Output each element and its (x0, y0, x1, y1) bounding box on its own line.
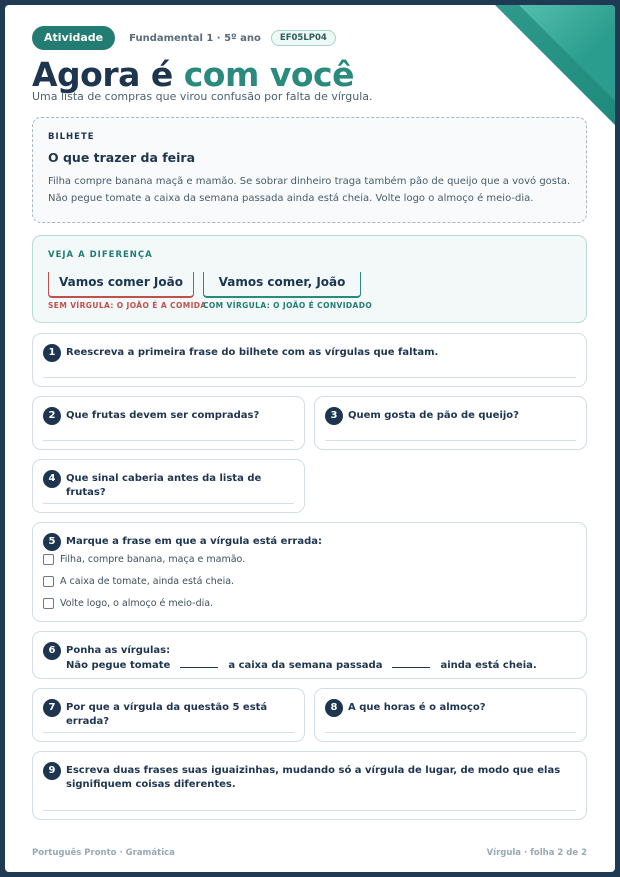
question-7 (32, 688, 305, 742)
sentence-part-2: a caixa da semana passada (228, 660, 383, 671)
page-subtitle: Uma lista de compras que virou confusão por falta de vírgula. (32, 90, 373, 103)
question-4 (32, 459, 305, 513)
question-number: 1 (43, 344, 61, 362)
question-number: 7 (43, 699, 61, 717)
comma-blank-1[interactable] (180, 658, 218, 668)
answer-line[interactable] (325, 732, 576, 733)
checkbox[interactable] (43, 554, 54, 565)
sentence-part-3: ainda está cheia. (440, 660, 537, 671)
option-3[interactable] (43, 598, 213, 609)
option-2[interactable] (43, 576, 234, 587)
question-text: Que sinal caberia antes da lista de frutas? (66, 473, 262, 498)
question-2 (32, 396, 305, 450)
option-label: Volte logo, o almoço é meio-dia. (60, 598, 214, 609)
question-text: Por que a vírgula da questão 5 está errada? (66, 702, 268, 727)
question-number: 8 (325, 699, 343, 717)
comma-blank-2[interactable] (392, 658, 430, 668)
question-text: Quem gosta de pão de queijo? (348, 410, 519, 421)
page-title (32, 55, 354, 94)
title-main: Agora é (32, 55, 173, 94)
question-number: 4 (43, 470, 61, 488)
phrase-with-comma: Vamos comer, João (203, 272, 361, 298)
answer-line[interactable] (43, 377, 576, 378)
question-number: 2 (43, 407, 61, 425)
note-card (32, 117, 587, 223)
difference-card (32, 235, 587, 323)
title-accent: com você (183, 55, 354, 94)
option-label: Filha, compre banana, maça e mamão. (60, 554, 246, 565)
question-text-start: Marque a frase em que a vírgula está (66, 536, 281, 547)
question-5 (32, 522, 587, 622)
question-text-end: : (317, 536, 322, 547)
question-number: 9 (43, 762, 61, 780)
question-number: 6 (43, 642, 61, 660)
question-text-emphasis: errada (280, 536, 318, 547)
question-8 (314, 688, 587, 742)
question-3 (314, 396, 587, 450)
question-9 (32, 751, 587, 820)
header-row (32, 26, 336, 50)
activity-pill: Atividade (32, 26, 115, 50)
answer-line[interactable] (325, 440, 576, 441)
question-number: 5 (43, 533, 61, 551)
checkbox[interactable] (43, 598, 54, 609)
corner-decoration (495, 5, 615, 125)
phrase-without-comma: Vamos comer João (48, 272, 194, 298)
note-eyebrow: BILHETE (48, 132, 95, 142)
question-text: Escreva duas frases suas iguaizinhas, mudando só a vírgula de lugar, de modo que elas signifiquem coisas diferentes. (66, 765, 561, 790)
footer-right: Vírgula · folha 2 de 2 (486, 848, 587, 858)
question-text: A que horas é o almoço? (348, 702, 486, 713)
note-heading: O que trazer da feira (48, 150, 196, 165)
answer-line[interactable] (43, 732, 294, 733)
question-instruction: Ponha as vírgulas: (66, 645, 171, 656)
option-label: A caixa de tomate, ainda está cheia. (60, 576, 235, 587)
caption-with-comma: COM VÍRGULA: O JOÃO É CONVIDADO (203, 301, 373, 310)
punctuation-sentence (66, 658, 576, 673)
skill-code-badge: EF05LP04 (271, 30, 336, 46)
note-text: Filha compre banana maçã e mamão. Se sobrar dinheiro traga também pão de queijo que a vovó gosta. Não pegue tomate a caixa da semana passada ainda está cheia. Volte logo o almoço é meio-dia. (48, 176, 571, 204)
option-1[interactable] (43, 554, 245, 565)
question-number: 3 (325, 407, 343, 425)
answer-line[interactable] (43, 440, 294, 441)
question-6 (32, 631, 587, 679)
answer-line[interactable] (43, 503, 294, 504)
caption-without-comma: SEM VÍRGULA: O JOÃO É A COMIDA (48, 301, 207, 310)
worksheet-page (5, 5, 615, 872)
footer-left: Português Pronto · Gramática (32, 848, 175, 858)
question-text: Que frutas devem ser compradas? (66, 410, 260, 421)
sentence-part-1: Não pegue tomate (66, 660, 171, 671)
question-text (66, 535, 576, 549)
question-1 (32, 333, 587, 387)
answer-line[interactable] (43, 810, 576, 811)
difference-eyebrow: VEJA A DIFERENÇA (48, 250, 153, 260)
question-text: Reescreva a primeira frase do bilhete com as vírgulas que faltam. (66, 347, 439, 358)
grade-label: Fundamental 1 · 5º ano (129, 32, 261, 44)
question-text (66, 644, 576, 673)
checkbox[interactable] (43, 576, 54, 587)
